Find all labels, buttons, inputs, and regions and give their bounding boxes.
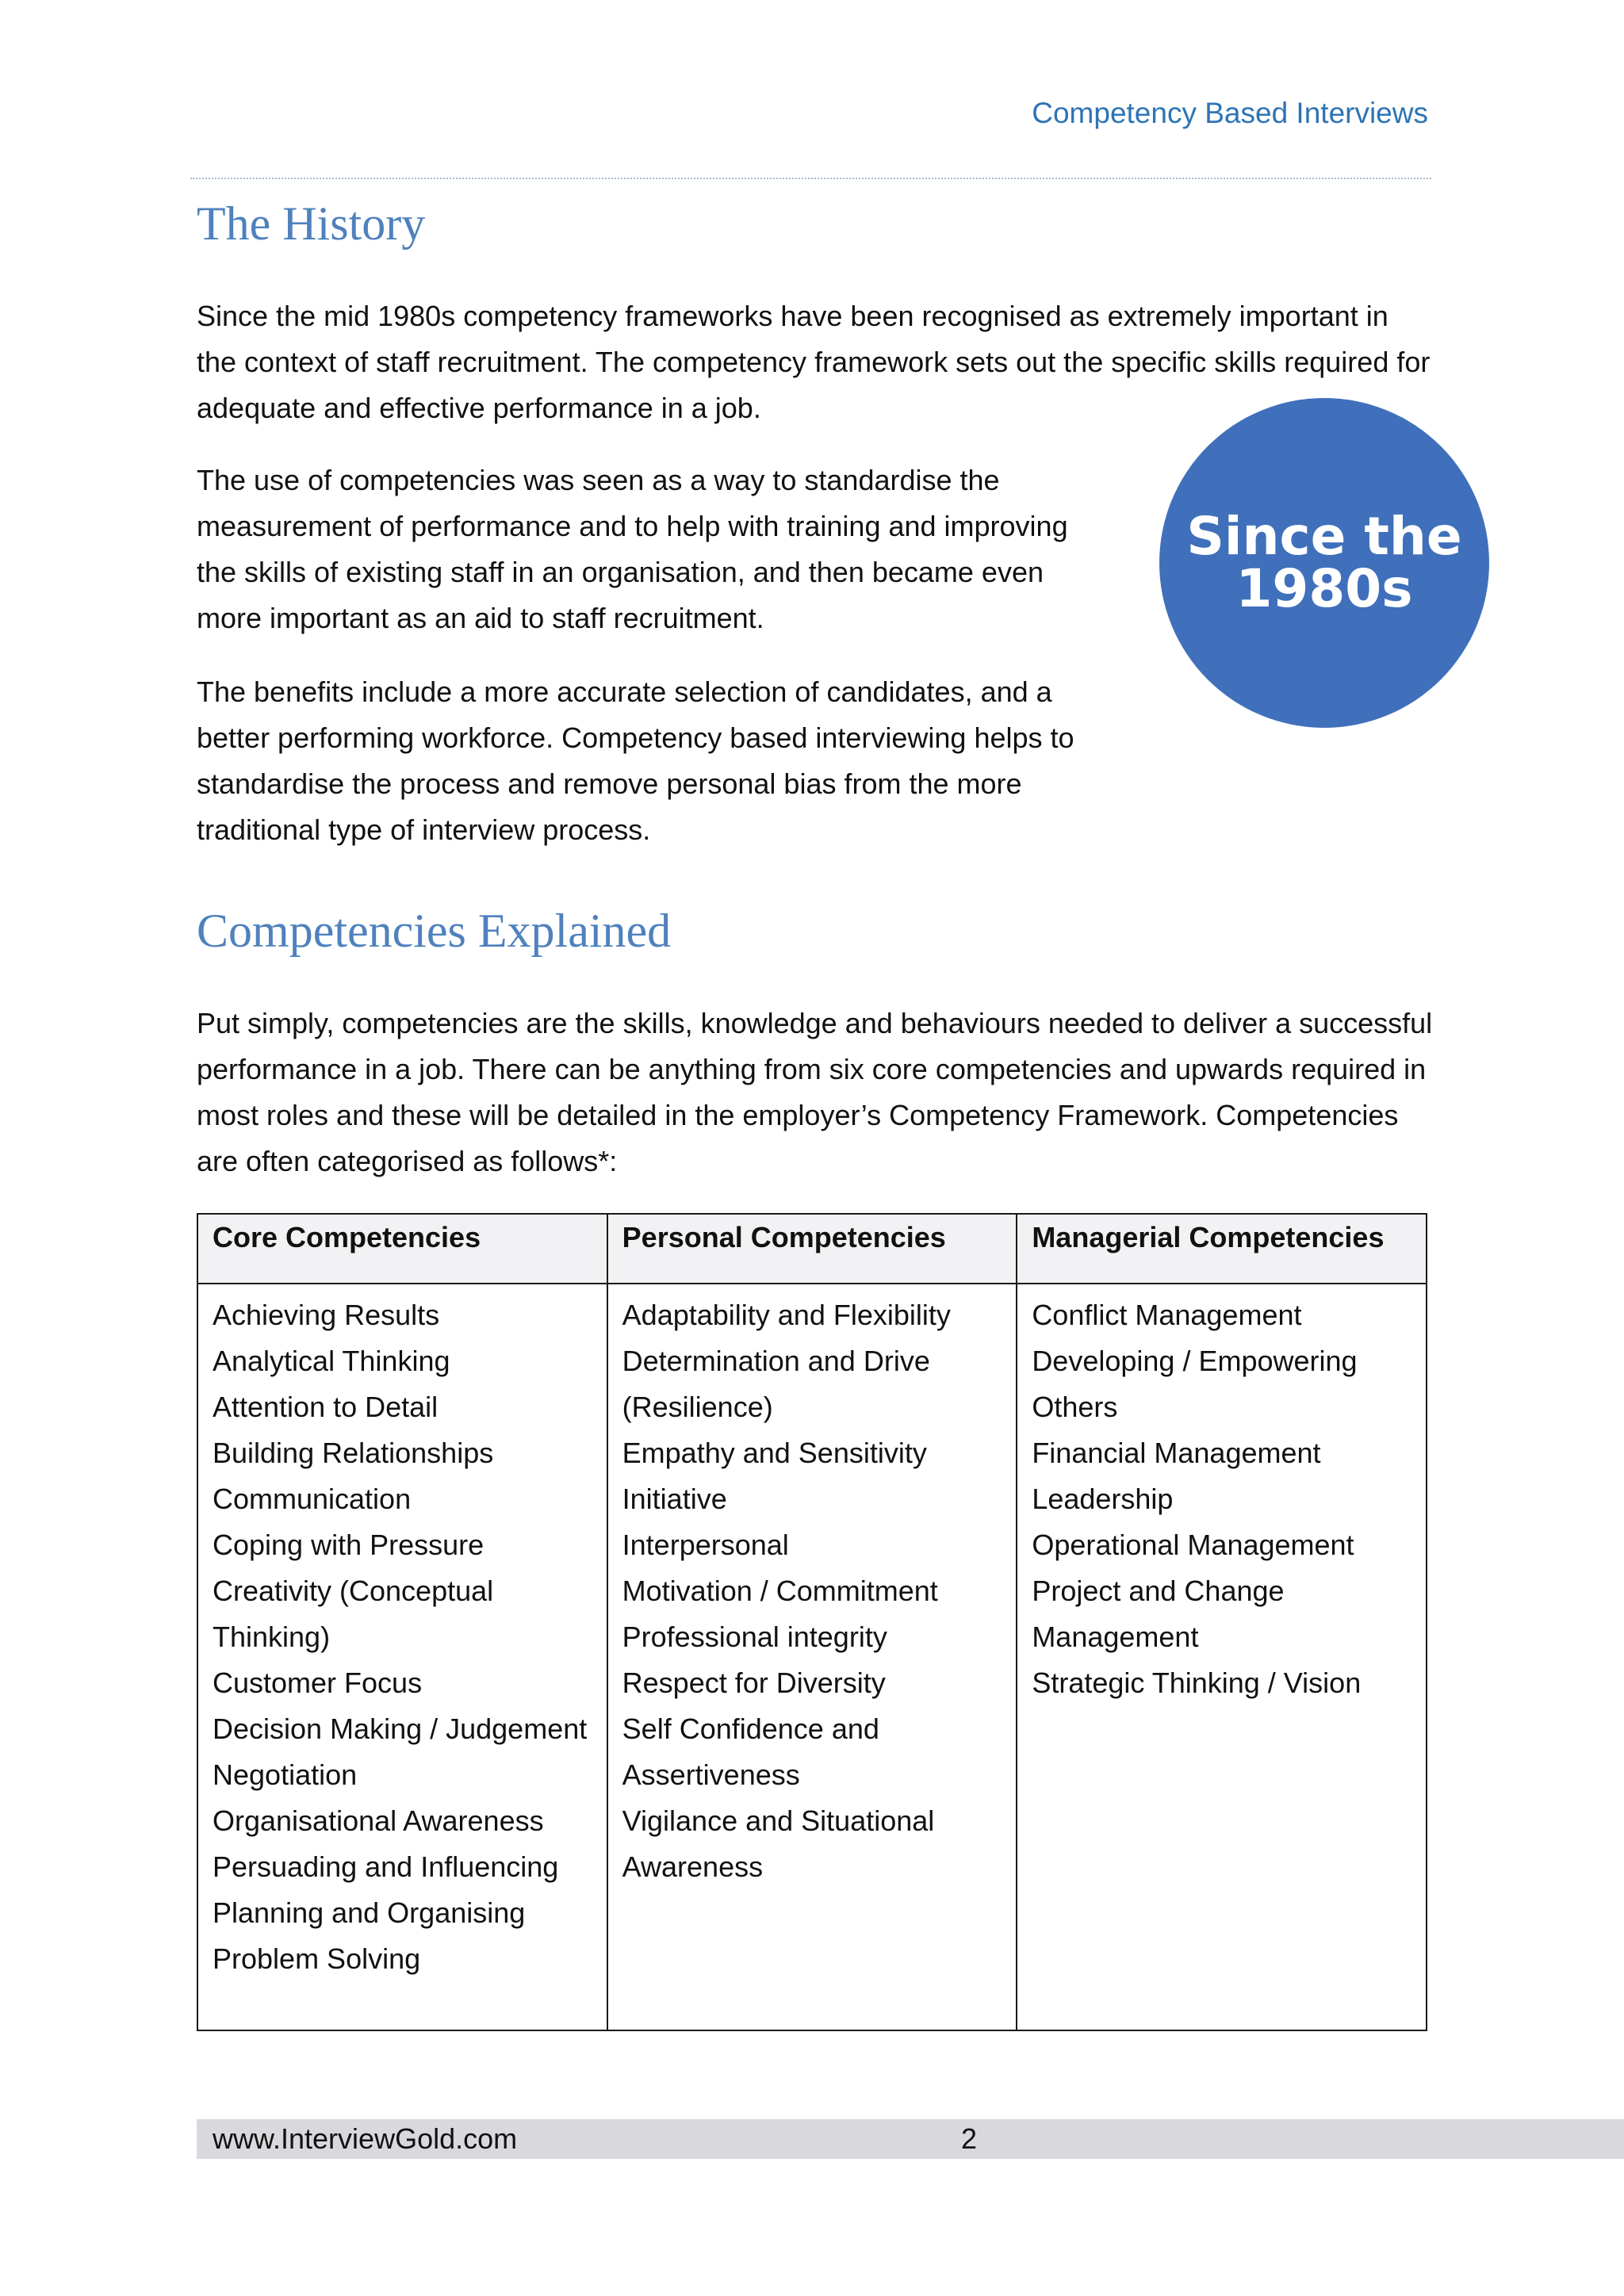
running-header: Competency Based Interviews: [1032, 97, 1428, 129]
list-item: Vigilance and Situational Awareness: [622, 1804, 935, 1883]
history-paragraph-3-text: The benefits include a more accurate selection of candidates, and a better performing workforce. Competency based interviewing helps to standardise the process and remove personal bias from the more traditional type of interview process.: [197, 675, 1074, 846]
list-item: Problem Solving: [213, 1942, 421, 1975]
header-managerial-competencies: Managerial Competencies: [1017, 1214, 1427, 1284]
list-item: Conflict Management: [1032, 1299, 1302, 1331]
list-item: Persuading and Influencing: [213, 1850, 559, 1883]
list-item: Strategic Thinking / Vision: [1032, 1667, 1362, 1699]
header-personal-competencies: Personal Competencies: [607, 1214, 1017, 1284]
list-item: Motivation / Commitment: [622, 1575, 938, 1607]
list-item: Adaptability and Flexibility: [622, 1299, 951, 1331]
list-item: Project and Change Management: [1032, 1575, 1285, 1653]
section-heading-history: The History: [197, 197, 426, 250]
badge-line-2: 1980s: [1235, 558, 1413, 619]
badge-line-1: Since the: [1186, 506, 1462, 567]
core-competencies-cell: [197, 1284, 607, 2030]
list-item: Organisational Awareness: [213, 1804, 544, 1837]
table-header-row: [197, 1214, 1427, 1284]
footer-website: www.InterviewGold.com: [213, 2122, 518, 2155]
section-heading-competencies-explained: Competencies Explained: [197, 905, 672, 957]
list-item: Customer Focus: [213, 1667, 423, 1699]
table-row: [197, 1284, 1427, 2030]
list-item: Initiative: [622, 1483, 727, 1515]
page-number: 2: [961, 2122, 978, 2155]
list-item: Self Confidence and Assertiveness: [622, 1712, 879, 1791]
explained-paragraph: Put simply, competencies are the skills, knowledge and behaviours needed to deliver a successful performance in a job. There can be anything from six core competencies and upwards required in most roles and these will be detailed in the employer’s Competency Framework. Competencies are often categorised as follows*:: [197, 1007, 1433, 1177]
list-item: Analytical Thinking: [213, 1345, 450, 1377]
list-item: Leadership: [1032, 1483, 1174, 1515]
list-item: Achieving Results: [213, 1299, 440, 1331]
history-paragraph-2: The use of competencies was seen as a way to standardise the measurement of performance and to help with training and improving the skills of existing staff in an organisation, and then became even more important as an aid to staff recruitment.: [197, 464, 1068, 634]
list-item: Financial Management: [1032, 1437, 1321, 1469]
header-core-competencies: Core Competencies: [197, 1214, 607, 1284]
list-item: Building Relationships: [213, 1437, 494, 1469]
list-item: Negotiation: [213, 1758, 358, 1791]
list-item: Decision Making / Judgement: [213, 1712, 588, 1745]
personal-competencies-cell: [607, 1284, 1017, 2030]
list-item: Interpersonal: [622, 1529, 789, 1561]
list-item: Developing / Empowering Others: [1032, 1345, 1358, 1423]
list-item: Operational Management: [1032, 1529, 1354, 1561]
list-item: Respect for Diversity: [622, 1667, 886, 1699]
managerial-competencies-cell: [1017, 1284, 1427, 2030]
competencies-table: [197, 1213, 1427, 2031]
list-item: Coping with Pressure: [213, 1529, 485, 1561]
header-divider: [190, 178, 1431, 179]
list-item: Creativity (Conceptual Thinking): [213, 1575, 494, 1653]
list-item: Attention to Detail: [213, 1391, 439, 1423]
list-item: Communication: [213, 1483, 412, 1515]
history-paragraph-1: Since the mid 1980s competency frameworks have been recognised as extremely important in the context of staff recruitment. The competency framework sets out the specific skills required for adequate and effective performance in a job.: [197, 300, 1431, 424]
list-item: Empathy and Sensitivity: [622, 1437, 927, 1469]
list-item: Professional integrity: [622, 1621, 887, 1653]
list-item: Determination and Drive (Resilience): [622, 1345, 930, 1423]
list-item: Planning and Organising: [213, 1896, 526, 1929]
since-1980s-badge: [1159, 398, 1489, 728]
